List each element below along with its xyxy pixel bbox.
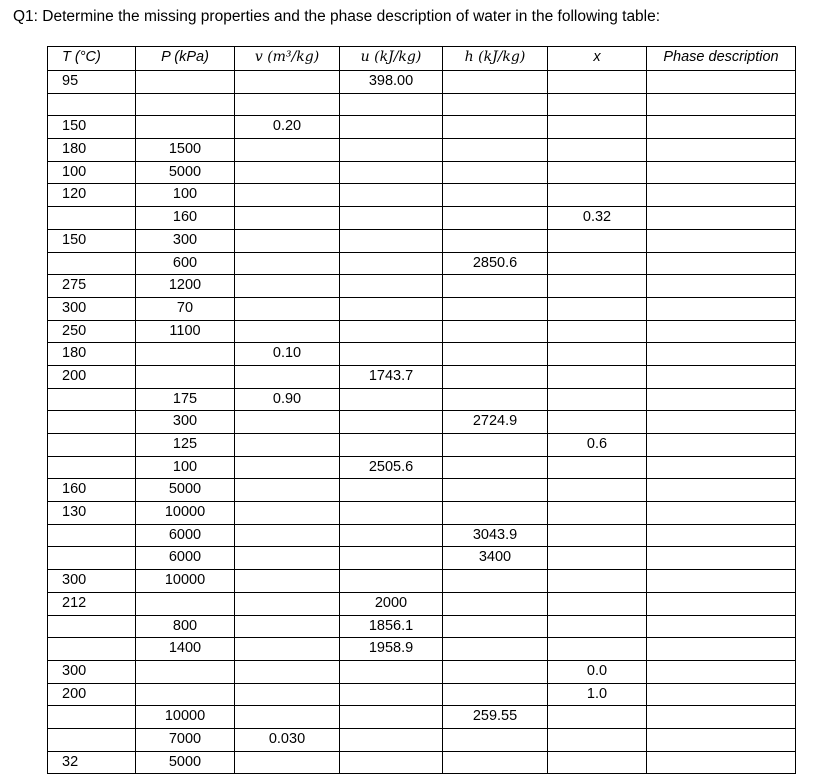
- cell-internal-energy: [340, 683, 443, 706]
- cell-temperature: [48, 252, 136, 275]
- cell-pressure: 1200: [136, 275, 235, 298]
- cell-specific-volume: [235, 706, 340, 729]
- cell-phase-description: [647, 728, 796, 751]
- cell-internal-energy: 1958.9: [340, 638, 443, 661]
- cell-phase-description: [647, 184, 796, 207]
- header-specific-volume: v (m³/kg): [235, 47, 340, 71]
- cell-pressure: [136, 343, 235, 366]
- cell-phase-description: [647, 71, 796, 94]
- table-row: [48, 683, 796, 706]
- cell-quality: [548, 297, 647, 320]
- cell-temperature: [48, 207, 136, 230]
- cell-internal-energy: [340, 547, 443, 570]
- cell-quality: [548, 638, 647, 661]
- cell-internal-energy: [340, 434, 443, 457]
- cell-enthalpy: 2850.6: [443, 252, 548, 275]
- cell-specific-volume: [235, 161, 340, 184]
- cell-specific-volume: [235, 365, 340, 388]
- table-row: [48, 297, 796, 320]
- cell-phase-description: [647, 207, 796, 230]
- table-row: [48, 479, 796, 502]
- cell-specific-volume: [235, 570, 340, 593]
- cell-internal-energy: [340, 502, 443, 525]
- table-row: [48, 93, 796, 116]
- cell-pressure: 600: [136, 252, 235, 275]
- cell-internal-energy: [340, 320, 443, 343]
- cell-temperature: 200: [48, 365, 136, 388]
- cell-internal-energy: 2000: [340, 592, 443, 615]
- cell-phase-description: [647, 320, 796, 343]
- cell-pressure: [136, 116, 235, 139]
- cell-pressure: 5000: [136, 161, 235, 184]
- cell-enthalpy: [443, 615, 548, 638]
- cell-quality: [548, 320, 647, 343]
- cell-pressure: 100: [136, 456, 235, 479]
- cell-quality: 1.0: [548, 683, 647, 706]
- cell-phase-description: [647, 638, 796, 661]
- cell-temperature: 300: [48, 297, 136, 320]
- cell-phase-description: [647, 275, 796, 298]
- table-row: [48, 229, 796, 252]
- cell-temperature: [48, 434, 136, 457]
- cell-temperature: 130: [48, 502, 136, 525]
- cell-pressure: 1100: [136, 320, 235, 343]
- table-row: [48, 638, 796, 661]
- cell-enthalpy: [443, 207, 548, 230]
- cell-enthalpy: [443, 434, 548, 457]
- cell-temperature: 100: [48, 161, 136, 184]
- cell-quality: [548, 343, 647, 366]
- cell-pressure: 1500: [136, 139, 235, 162]
- cell-quality: [548, 139, 647, 162]
- cell-pressure: 7000: [136, 728, 235, 751]
- cell-internal-energy: 1856.1: [340, 615, 443, 638]
- cell-temperature: 95: [48, 71, 136, 94]
- cell-internal-energy: [340, 161, 443, 184]
- cell-pressure: 300: [136, 411, 235, 434]
- cell-enthalpy: [443, 570, 548, 593]
- cell-quality: 0.0: [548, 660, 647, 683]
- cell-enthalpy: [443, 365, 548, 388]
- cell-temperature: 212: [48, 592, 136, 615]
- cell-enthalpy: [443, 116, 548, 139]
- cell-temperature: [48, 547, 136, 570]
- cell-pressure: 300: [136, 229, 235, 252]
- cell-temperature: 120: [48, 184, 136, 207]
- cell-specific-volume: [235, 683, 340, 706]
- header-internal-energy: u (kJ/kg): [340, 47, 443, 71]
- table-row: [48, 184, 796, 207]
- cell-phase-description: [647, 660, 796, 683]
- cell-pressure: [136, 683, 235, 706]
- cell-specific-volume: [235, 297, 340, 320]
- cell-temperature: [48, 93, 136, 116]
- cell-internal-energy: [340, 570, 443, 593]
- cell-phase-description: [647, 592, 796, 615]
- cell-phase-description: [647, 139, 796, 162]
- cell-quality: [548, 547, 647, 570]
- cell-specific-volume: 0.030: [235, 728, 340, 751]
- table-row: [48, 71, 796, 94]
- table-row: [48, 388, 796, 411]
- cell-quality: [548, 592, 647, 615]
- cell-temperature: [48, 728, 136, 751]
- cell-enthalpy: [443, 592, 548, 615]
- cell-specific-volume: [235, 71, 340, 94]
- cell-specific-volume: 0.20: [235, 116, 340, 139]
- table-body: [48, 71, 796, 774]
- cell-phase-description: [647, 524, 796, 547]
- cell-quality: [548, 229, 647, 252]
- cell-temperature: 180: [48, 139, 136, 162]
- table-row: [48, 434, 796, 457]
- table-row: [48, 320, 796, 343]
- cell-internal-energy: [340, 388, 443, 411]
- cell-quality: [548, 116, 647, 139]
- cell-temperature: 150: [48, 116, 136, 139]
- cell-specific-volume: [235, 229, 340, 252]
- cell-pressure: 10000: [136, 502, 235, 525]
- cell-enthalpy: [443, 388, 548, 411]
- cell-enthalpy: [443, 502, 548, 525]
- cell-enthalpy: 2724.9: [443, 411, 548, 434]
- cell-quality: [548, 184, 647, 207]
- table-row: [48, 139, 796, 162]
- cell-specific-volume: 0.10: [235, 343, 340, 366]
- cell-temperature: 300: [48, 660, 136, 683]
- cell-internal-energy: [340, 479, 443, 502]
- cell-specific-volume: [235, 252, 340, 275]
- cell-enthalpy: [443, 660, 548, 683]
- cell-specific-volume: [235, 751, 340, 774]
- cell-specific-volume: [235, 638, 340, 661]
- table-row: [48, 161, 796, 184]
- question-text: Q1: Determine the missing properties and the phase description of water in the following table:: [13, 8, 661, 25]
- cell-internal-energy: [340, 728, 443, 751]
- water-properties-table: [47, 46, 796, 774]
- cell-phase-description: [647, 93, 796, 116]
- cell-enthalpy: [443, 184, 548, 207]
- cell-specific-volume: [235, 93, 340, 116]
- table-row: [48, 660, 796, 683]
- cell-quality: [548, 751, 647, 774]
- cell-quality: [548, 71, 647, 94]
- cell-internal-energy: [340, 275, 443, 298]
- header-pressure: P (kPa): [136, 47, 235, 71]
- cell-enthalpy: 3043.9: [443, 524, 548, 547]
- header-enthalpy: h (kJ/kg): [443, 47, 548, 71]
- cell-enthalpy: [443, 638, 548, 661]
- cell-specific-volume: [235, 547, 340, 570]
- cell-enthalpy: [443, 728, 548, 751]
- cell-pressure: [136, 71, 235, 94]
- cell-quality: [548, 93, 647, 116]
- cell-internal-energy: 1743.7: [340, 365, 443, 388]
- cell-internal-energy: [340, 297, 443, 320]
- cell-specific-volume: [235, 592, 340, 615]
- cell-internal-energy: [340, 660, 443, 683]
- cell-temperature: 180: [48, 343, 136, 366]
- cell-phase-description: [647, 434, 796, 457]
- header-temperature: T (°C): [48, 47, 136, 71]
- cell-internal-energy: [340, 139, 443, 162]
- cell-temperature: [48, 706, 136, 729]
- cell-pressure: [136, 93, 235, 116]
- cell-enthalpy: [443, 275, 548, 298]
- cell-specific-volume: [235, 524, 340, 547]
- cell-quality: 0.6: [548, 434, 647, 457]
- cell-temperature: 300: [48, 570, 136, 593]
- cell-temperature: 200: [48, 683, 136, 706]
- cell-pressure: 5000: [136, 479, 235, 502]
- cell-enthalpy: [443, 479, 548, 502]
- cell-enthalpy: [443, 139, 548, 162]
- cell-internal-energy: [340, 184, 443, 207]
- cell-temperature: 160: [48, 479, 136, 502]
- cell-specific-volume: [235, 207, 340, 230]
- cell-internal-energy: [340, 411, 443, 434]
- cell-pressure: 800: [136, 615, 235, 638]
- cell-pressure: 6000: [136, 524, 235, 547]
- header-phase-description: Phase description: [647, 47, 796, 71]
- cell-temperature: [48, 524, 136, 547]
- cell-quality: [548, 502, 647, 525]
- cell-quality: [548, 728, 647, 751]
- cell-internal-energy: [340, 524, 443, 547]
- cell-pressure: 1400: [136, 638, 235, 661]
- cell-pressure: 6000: [136, 547, 235, 570]
- cell-specific-volume: [235, 615, 340, 638]
- cell-enthalpy: [443, 161, 548, 184]
- cell-phase-description: [647, 229, 796, 252]
- cell-internal-energy: [340, 343, 443, 366]
- table-row: [48, 706, 796, 729]
- cell-enthalpy: [443, 456, 548, 479]
- cell-specific-volume: [235, 184, 340, 207]
- cell-internal-energy: 2505.6: [340, 456, 443, 479]
- cell-pressure: 5000: [136, 751, 235, 774]
- cell-quality: [548, 524, 647, 547]
- cell-phase-description: [647, 365, 796, 388]
- cell-enthalpy: [443, 71, 548, 94]
- cell-internal-energy: [340, 207, 443, 230]
- cell-phase-description: [647, 570, 796, 593]
- cell-pressure: [136, 592, 235, 615]
- cell-internal-energy: [340, 93, 443, 116]
- cell-specific-volume: [235, 660, 340, 683]
- cell-internal-energy: [340, 706, 443, 729]
- cell-pressure: 10000: [136, 570, 235, 593]
- cell-phase-description: [647, 388, 796, 411]
- cell-specific-volume: [235, 275, 340, 298]
- cell-quality: [548, 365, 647, 388]
- cell-temperature: 32: [48, 751, 136, 774]
- cell-temperature: [48, 615, 136, 638]
- cell-pressure: 10000: [136, 706, 235, 729]
- cell-pressure: 70: [136, 297, 235, 320]
- table-row: [48, 615, 796, 638]
- cell-quality: [548, 275, 647, 298]
- cell-phase-description: [647, 252, 796, 275]
- cell-specific-volume: [235, 139, 340, 162]
- cell-quality: [548, 411, 647, 434]
- table-row: [48, 116, 796, 139]
- cell-phase-description: [647, 706, 796, 729]
- cell-specific-volume: [235, 411, 340, 434]
- cell-enthalpy: 3400: [443, 547, 548, 570]
- cell-specific-volume: [235, 456, 340, 479]
- table-row: [48, 275, 796, 298]
- cell-enthalpy: [443, 343, 548, 366]
- cell-enthalpy: [443, 683, 548, 706]
- cell-internal-energy: [340, 252, 443, 275]
- cell-temperature: 150: [48, 229, 136, 252]
- cell-phase-description: [647, 547, 796, 570]
- cell-specific-volume: [235, 479, 340, 502]
- cell-pressure: 160: [136, 207, 235, 230]
- table-row: [48, 592, 796, 615]
- cell-temperature: 275: [48, 275, 136, 298]
- table-row: [48, 343, 796, 366]
- cell-phase-description: [647, 297, 796, 320]
- header-row: [48, 47, 796, 71]
- cell-phase-description: [647, 615, 796, 638]
- cell-enthalpy: [443, 229, 548, 252]
- cell-internal-energy: 398.00: [340, 71, 443, 94]
- cell-quality: [548, 456, 647, 479]
- table-row: [48, 524, 796, 547]
- table-row: [48, 207, 796, 230]
- table-row: [48, 456, 796, 479]
- cell-quality: [548, 570, 647, 593]
- cell-quality: [548, 479, 647, 502]
- cell-temperature: [48, 638, 136, 661]
- cell-phase-description: [647, 411, 796, 434]
- cell-quality: [548, 252, 647, 275]
- cell-phase-description: [647, 751, 796, 774]
- table-row: [48, 411, 796, 434]
- table-row: [48, 365, 796, 388]
- cell-enthalpy: 259.55: [443, 706, 548, 729]
- cell-enthalpy: [443, 93, 548, 116]
- cell-phase-description: [647, 479, 796, 502]
- cell-temperature: [48, 411, 136, 434]
- cell-quality: [548, 161, 647, 184]
- table-row: [48, 751, 796, 774]
- cell-temperature: [48, 388, 136, 411]
- cell-quality: [548, 388, 647, 411]
- table-row: [48, 502, 796, 525]
- cell-phase-description: [647, 161, 796, 184]
- cell-enthalpy: [443, 320, 548, 343]
- cell-phase-description: [647, 343, 796, 366]
- cell-phase-description: [647, 116, 796, 139]
- cell-phase-description: [647, 502, 796, 525]
- cell-phase-description: [647, 456, 796, 479]
- cell-specific-volume: [235, 320, 340, 343]
- cell-internal-energy: [340, 116, 443, 139]
- cell-specific-volume: [235, 434, 340, 457]
- cell-internal-energy: [340, 751, 443, 774]
- cell-specific-volume: 0.90: [235, 388, 340, 411]
- cell-pressure: [136, 660, 235, 683]
- cell-quality: [548, 615, 647, 638]
- cell-quality: [548, 706, 647, 729]
- table-row: [48, 728, 796, 751]
- table-row: [48, 252, 796, 275]
- cell-quality: 0.32: [548, 207, 647, 230]
- cell-temperature: [48, 456, 136, 479]
- cell-enthalpy: [443, 297, 548, 320]
- cell-phase-description: [647, 683, 796, 706]
- cell-specific-volume: [235, 502, 340, 525]
- table-row: [48, 547, 796, 570]
- cell-pressure: 175: [136, 388, 235, 411]
- cell-pressure: 125: [136, 434, 235, 457]
- header-quality: x: [548, 47, 647, 71]
- cell-pressure: [136, 365, 235, 388]
- table-row: [48, 570, 796, 593]
- cell-internal-energy: [340, 229, 443, 252]
- cell-pressure: 100: [136, 184, 235, 207]
- cell-enthalpy: [443, 751, 548, 774]
- cell-temperature: 250: [48, 320, 136, 343]
